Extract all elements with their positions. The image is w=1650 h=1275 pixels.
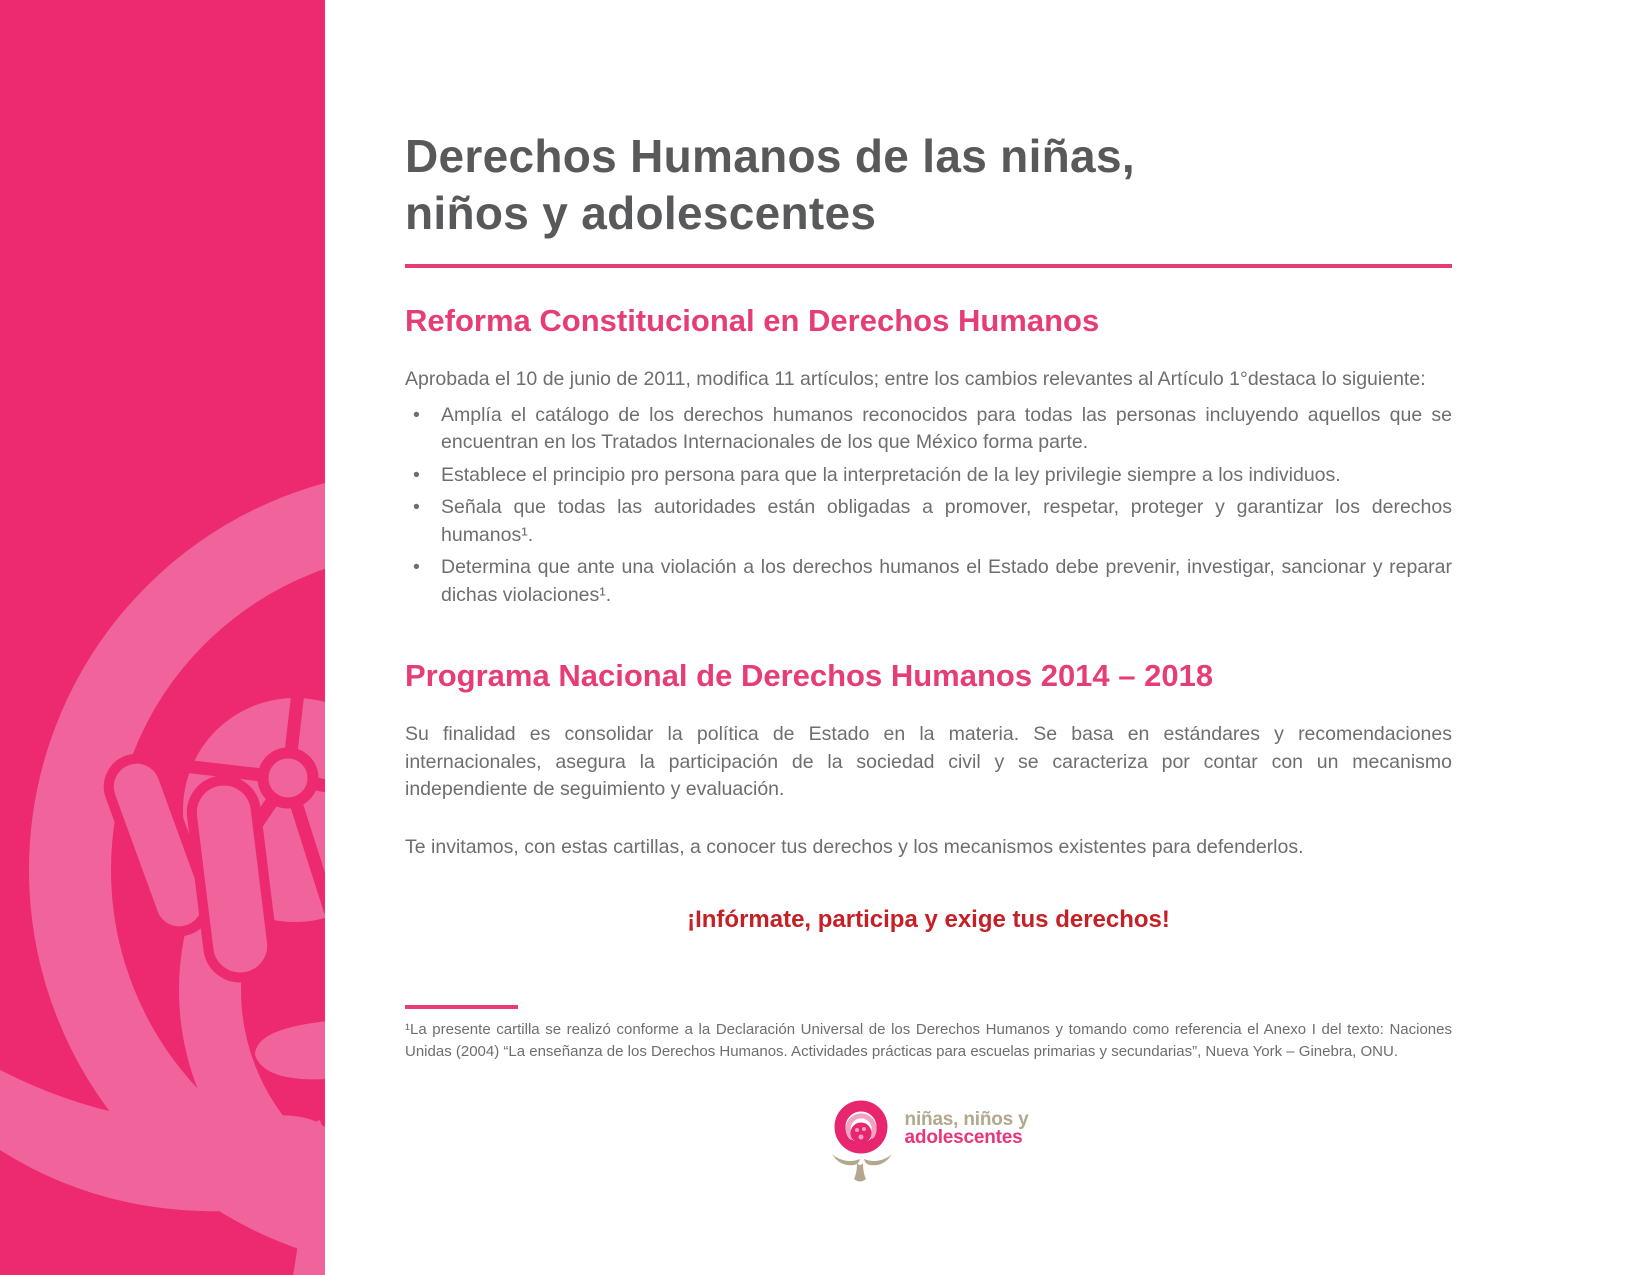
- main-content: [405, 0, 1452, 1185]
- page-title: [405, 128, 1452, 242]
- bullet-item: • Señala que todas las autoridades están obligadas a promover, respetar, proteger y garantizar los derechos humanos¹.: [405, 494, 1452, 549]
- bullet-item: • Establece el principio pro persona para que la interpretación de la ley privilegie siempre a los individuos.: [405, 462, 1452, 490]
- section1-intro: Aprobada el 10 de junio de 2011, modifica 11 artículos; entre los cambios relevantes al Artículo 1°destaca lo siguiente:: [405, 368, 1426, 390]
- section1-bullet-list: [405, 402, 1452, 610]
- footnote-text: ¹La presente cartilla se realizó conforme a la Declaración Universal de los Derechos Humanos y tomando como referencia el Anexo I del texto: Naciones Unidas (2004) “La enseñanza de los Derechos Humanos. Actividades prácticas para escuelas primarias y secundarias”, Nueva York – Ginebra, ONU.: [405, 1021, 1452, 1060]
- logo-text-line2: adolescentes: [904, 1127, 1023, 1148]
- logo: [405, 1097, 1452, 1185]
- title-rule: [405, 264, 1452, 268]
- footnote-rule: [405, 1005, 518, 1009]
- page-title-line1: Derechos Humanos de las niñas,: [405, 130, 1135, 182]
- sidebar-decoration: [0, 0, 325, 1275]
- section2-para2: Te invitamos, con estas cartillas, a conocer tus derechos y los mecanismos existentes para defenderlos.: [405, 835, 1304, 858]
- section2-para1: Su finalidad es consolidar la política de Estado en la materia. Se basa en estándares y recomendaciones internacionales, asegura la participación de la sociedad civil y se caracteriza por contar con un mecanismo independiente de seguimiento y evaluación.: [405, 723, 1452, 800]
- cta-text: ¡Infórmate, participa y exige tus derechos!: [687, 906, 1170, 933]
- section2-heading: Programa Nacional de Derechos Humanos 2014 – 2018: [405, 658, 1214, 693]
- section1-heading: Reforma Constitucional en Derechos Humanos: [405, 303, 1100, 338]
- logo-icon: [829, 1097, 895, 1185]
- bullet-item: • Amplía el catálogo de los derechos humanos reconocidos para todas las personas incluyendo aquellos que se encuentran en los Tratados Internacionales de los que México forma parte.: [405, 402, 1452, 457]
- page-title-line2: niños y adolescentes: [405, 187, 877, 239]
- bullet-item: • Determina que ante una violación a los derechos humanos el Estado debe prevenir, investigar, sancionar y reparar dichas violaciones¹.: [405, 554, 1452, 609]
- logo-text: [905, 1111, 1029, 1147]
- logo-watermark-icon: [0, 430, 325, 1275]
- logo-text-line1: niñas, niños y: [904, 1109, 1029, 1130]
